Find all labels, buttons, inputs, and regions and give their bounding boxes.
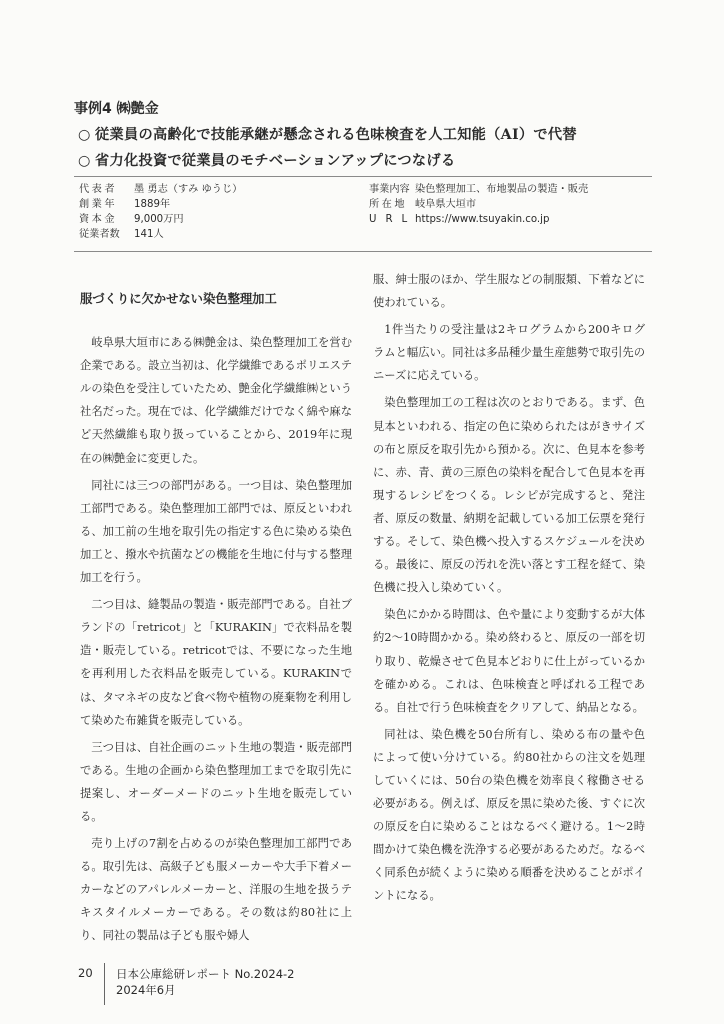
info-label: URL xyxy=(369,214,417,225)
info-row-employees xyxy=(79,227,242,242)
info-row-business xyxy=(369,182,588,197)
page-number: 20 xyxy=(78,966,93,980)
company-info-right xyxy=(369,182,588,227)
publication-title: 日本公庫総研レポート No.2024-2 xyxy=(116,967,295,981)
headline-2 xyxy=(78,150,455,170)
headline-text: 従業員の高齢化で技能承継が懸念される色味検査を人工知能（AI）で代替 xyxy=(95,127,577,143)
headline-1 xyxy=(78,124,577,144)
section-heading: 服づくりに欠かせない染色整理加工 xyxy=(80,291,277,306)
website-link[interactable]: https://www.tsuyakin.co.jp xyxy=(415,214,550,225)
paragraph: 染色にかかる時間は、色や量により変動するが大体約2～10時間かかる。染め終わると、原反の一部を切り取り、乾燥させて色見本どおりに仕上がっているかを確かめる。これは、色味検査と呼ばれる工程である。自社で行う色味検査をクリアして、納品となる。 xyxy=(373,608,645,714)
info-value: 染色整理加工、布地製品の製造・販売 xyxy=(415,184,589,195)
paragraph: 三つ目は、自社企画のニット生地の製造・販売部門である。生地の企画から染色整理加工までを取引先に提案し、オーダーメードのニット生地を販売している。 xyxy=(80,740,352,823)
info-value: 墨 勇志（すみ ゆうじ） xyxy=(134,184,243,195)
info-value: 1889年 xyxy=(134,199,171,210)
paragraph: 染色整理加工の工程は次のとおりである。まず、色見本といわれる、指定の色に染められたはがきサイズの布と原反を取引先から預かる。次に、色見本を参考に、赤、青、黄の三原色の染料を配合して色見本を再現するレシピをつくる。レシピが完成すると、発注者、原反の数量、納期を記載している加工伝票を発行する。そして、染色機へ投入するスケジュールを決める。最後に、原反の汚れを洗い落とす工程を経て、染色機に投入し染めていく。 xyxy=(373,396,645,595)
paragraph-continuation: 服、紳士服のほか、学生服などの制服類、下着などに使われている。 xyxy=(373,273,645,310)
article-column-right xyxy=(373,268,645,908)
divider-top xyxy=(74,176,652,177)
info-value: 岐阜県大垣市 xyxy=(415,199,477,210)
paragraph: 同社は、染色機を50台所有し、染める布の量や色によって使い分けている。約80社からの注文を処理していくには、50台の染色機を効率良く稼働させる必要がある。例えば、原反を黒に染めた後、すぐに次の原反を白に染めることはなるべく避ける。1～2時間かけて染色機を洗浄する必要があるためだ。なるべく同系色が続くように染める順番を決めることがポイントになる。 xyxy=(373,727,645,903)
case-title: 事例4 ㈱艶金 xyxy=(74,101,159,117)
footer-divider xyxy=(104,963,105,1005)
info-row-location xyxy=(369,197,588,212)
info-value: 9,000万円 xyxy=(134,214,184,225)
divider-bottom xyxy=(74,251,652,252)
info-label: 所在地 xyxy=(369,199,408,210)
info-label: 資本金 xyxy=(79,214,118,225)
info-label: 事業内容 xyxy=(369,184,410,195)
paragraph: 売り上げの7割を占めるのが染色整理加工部門である。取引先は、高級子ども服メーカーや大手下着メーカーなどのアパレルメーカーと、洋服の生地を扱うテキスタイルメーカーである。その数は約80社に上り、同社の製品は子ども服や婦人 xyxy=(80,837,352,943)
headline-text: 省力化投資で従業員のモチベーションアップにつなげる xyxy=(95,153,456,169)
bullet-icon: ○ xyxy=(78,153,91,169)
info-row-representative xyxy=(79,182,242,197)
company-info-left xyxy=(79,182,242,242)
info-label: 従業者数 xyxy=(79,229,120,240)
info-row-founded xyxy=(79,197,242,212)
publication-date: 2024年6月 xyxy=(116,983,176,997)
paragraph: 同社には三つの部門がある。一つ目は、染色整理加工部門である。染色整理加工部門では、原反といわれる、加工前の生地を取引先の指定する色に染める染色加工と、撥水や抗菌などの機能を生地に付与する整理加工を行う。 xyxy=(80,478,352,585)
info-row-url xyxy=(369,212,588,227)
paragraph: 岐阜県大垣市にある㈱艶金は、染色整理加工を営む企業である。設立当初は、化学繊維であるポリエステルの染色を受注していたため、艶金化学繊維㈱という社名だった。現在では、化学繊維だけでなく綿や麻など天然繊維も取り扱っていることから、2019年に現在の㈱艶金に変更した。 xyxy=(80,336,352,465)
article-column-left xyxy=(80,287,352,948)
info-label: 創業年 xyxy=(79,199,118,210)
paragraph: 二つ目は、縫製品の製造・販売部門である。自社ブランドの「retricot」と「KURAKIN」で衣料品を製造・販売している。retricotでは、不要になった生地を再利用した衣料品を販売している。KURAKINでは、タマネギの皮など食べ物や植物の廃棄物を利用して染めた布雑貨を販売している。 xyxy=(80,598,352,727)
info-label: 代表者 xyxy=(79,184,118,195)
paragraph: 1件当たりの受注量は2キログラムから200キログラムと幅広い。同社は多品種少量生産態勢で取引先のニーズに応えている。 xyxy=(373,323,645,383)
bullet-icon: ○ xyxy=(78,127,91,143)
info-value: 141人 xyxy=(134,229,164,240)
info-row-capital xyxy=(79,212,242,227)
